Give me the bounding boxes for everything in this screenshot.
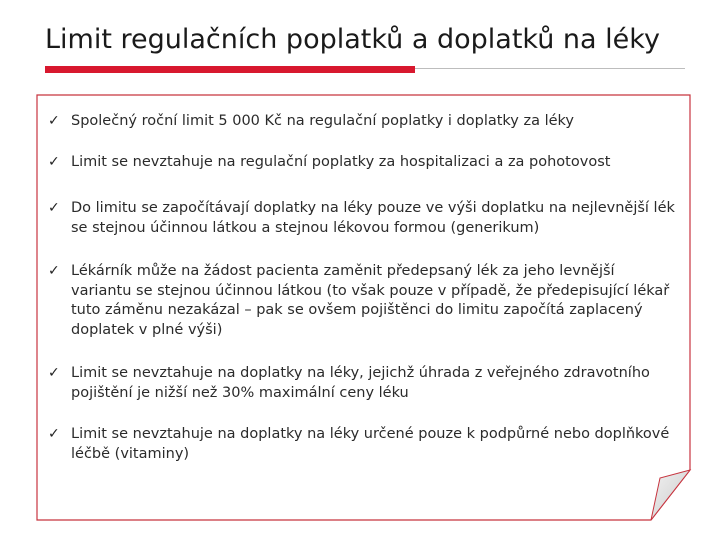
list-item-text: Limit se nevztahuje na regulační poplatky za hospitalizaci a za pohotovost [71,153,611,170]
list-item-text: Limit se nevztahuje na doplatky na léky, jejichž úhrada z veřejného zdravotního pojištění je nižší než 30% maximální ceny léku [71,365,650,401]
list-item-text: Lékárník může na žádost pacienta zaměnit předepsaný lék za jeho levnější variantu se stejnou účinnou látkou (to však pouze v případě, že předepisující lékař tuto záměnu nezakázal – pak se ovšem pojištěnci do limitu započítá zaplacený doplatek v plné výši) [71,263,670,338]
check-icon: ✓ [48,426,60,442]
check-icon: ✓ [48,263,60,279]
list-item [48,112,678,132]
list-item [48,364,678,403]
check-icon: ✓ [48,153,60,170]
slide-title: Limit regulačních poplatků a doplatků na léky [45,24,660,55]
list-item-text: Limit se nevztahuje na doplatky na léky určené pouze k podpůrné nebo doplňkové léčbě (vitaminy) [71,426,670,462]
check-icon: ✓ [48,200,60,216]
list-item [48,262,678,340]
check-icon: ✓ [48,113,60,129]
list-item-text: Do limitu se započítávají doplatky na léky pouze ve výši doplatku na nejlevnější lék se stejnou účinnou látkou a stejnou lékovou formou (generikum) [71,200,675,236]
list-item [48,425,678,464]
list-item-text: Společný roční limit 5 000 Kč na regulační poplatky i doplatky za léky [71,113,575,129]
list-item [48,153,678,173]
check-icon: ✓ [48,365,60,381]
list-item [48,199,678,238]
bullet-list [48,112,678,464]
